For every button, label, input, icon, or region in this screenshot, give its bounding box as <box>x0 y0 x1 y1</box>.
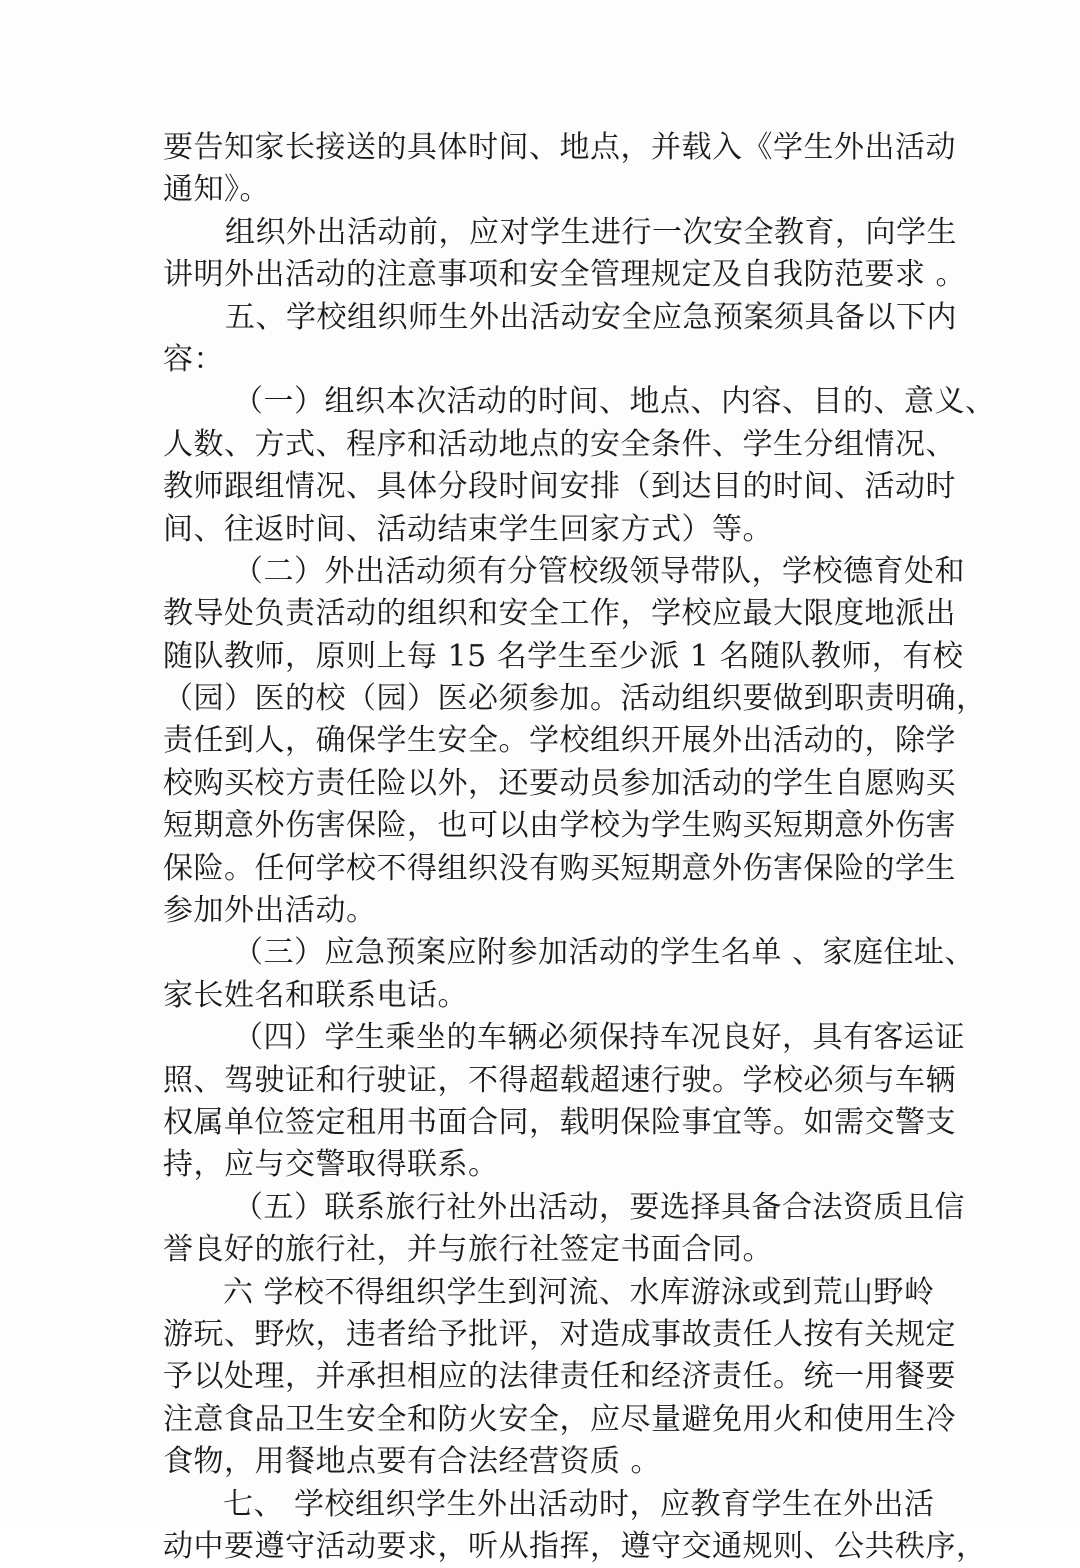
text-line: （二）外出活动须有分管校级领导带队，学校德育处和 <box>233 553 965 589</box>
text-line: 组织外出活动前，应对学生进行一次安全教育，向学生 <box>225 214 957 250</box>
text-line: 予以处理，并承担相应的法律责任和经济责任。统一用餐要 <box>163 1359 956 1395</box>
text-line: 容： <box>163 341 224 377</box>
document-body <box>163 127 996 1568</box>
text-line: （一）组织本次活动的时间、地点、内容、目的、意义、 <box>233 384 996 420</box>
text-line: 参加外出活动。 <box>163 893 377 929</box>
text-line: 间、往返时间、活动结束学生回家方式）等。 <box>163 511 773 547</box>
text-line: 通知》。 <box>163 172 270 208</box>
text-line: 讲明外出活动的注意事项和安全管理规定及自我防范要求 。 <box>163 257 967 293</box>
text-line: 教师跟组情况、具体分段时间安排（到达目的时间、活动时 <box>163 469 956 505</box>
text-line: 校购买校方责任险以外，还要动员参加活动的学生自愿购买 <box>163 765 956 801</box>
text-line: （四）学生乘坐的车辆必须保持车况良好，具有客运证 <box>233 1020 965 1056</box>
text-line: （三）应急预案应附参加活动的学生名单 、家庭住址、 <box>233 935 976 971</box>
text-line: 照、驾驶证和行驶证，不得超载超速行驶。学校必须与车辆 <box>163 1062 956 1098</box>
text-line: 随队教师，原则上每 15 名学生至少派 1 名随队教师，有校 <box>163 638 964 674</box>
text-line: 保险。任何学校不得组织没有购买短期意外伤害保险的学生 <box>163 850 956 886</box>
text-line: 七、 学校组织学生外出活动时，应教育学生在外出活 <box>223 1486 935 1522</box>
text-line: 食物，用餐地点要有合法经营资质 。 <box>163 1444 662 1480</box>
text-line: 六 学校不得组织学生到河流、水库游泳或到荒山野岭 <box>223 1274 935 1310</box>
text-line: 权属单位签定租用书面合同，载明保险事宜等。如需交警支 <box>163 1104 956 1140</box>
text-line: 五、学校组织师生外出活动安全应急预案须具备以下内 <box>225 299 957 335</box>
text-line: （五）联系旅行社外出活动，要选择具备合法资质且信 <box>233 1189 965 1225</box>
text-line: 持，应与交警取得联系。 <box>163 1147 499 1183</box>
text-line: 注意食品卫生安全和防火安全，应尽量避免用火和使用生冷 <box>163 1401 956 1437</box>
text-line: 短期意外伤害保险，也可以由学校为学生购买短期意外伤害 <box>163 808 956 844</box>
text-line: 誉良好的旅行社，并与旅行社签定书面合同。 <box>163 1232 773 1268</box>
text-line: 家长姓名和联系电话。 <box>163 977 468 1013</box>
text-line: 动中要遵守活动要求，听从指挥，遵守交通规则、公共秩序， <box>163 1528 987 1564</box>
text-line: 要告知家长接送的具体时间、地点，并载入《学生外出活动 <box>163 130 956 165</box>
text-line: 游玩、野炊，违者给予批评，对造成事故责任人按有关规定 <box>163 1316 956 1352</box>
text-line: 责任到人，确保学生安全。学校组织开展外出活动的，除学 <box>163 723 956 759</box>
text-line: 教导处负责活动的组织和安全工作，学校应最大限度地派出 <box>163 596 956 632</box>
text-line: 人数、方式、程序和活动地点的安全条件、学生分组情况、 <box>163 426 956 462</box>
text-line: （园）医的校（园）医必须参加。活动组织要做到职责明确， <box>163 681 987 717</box>
